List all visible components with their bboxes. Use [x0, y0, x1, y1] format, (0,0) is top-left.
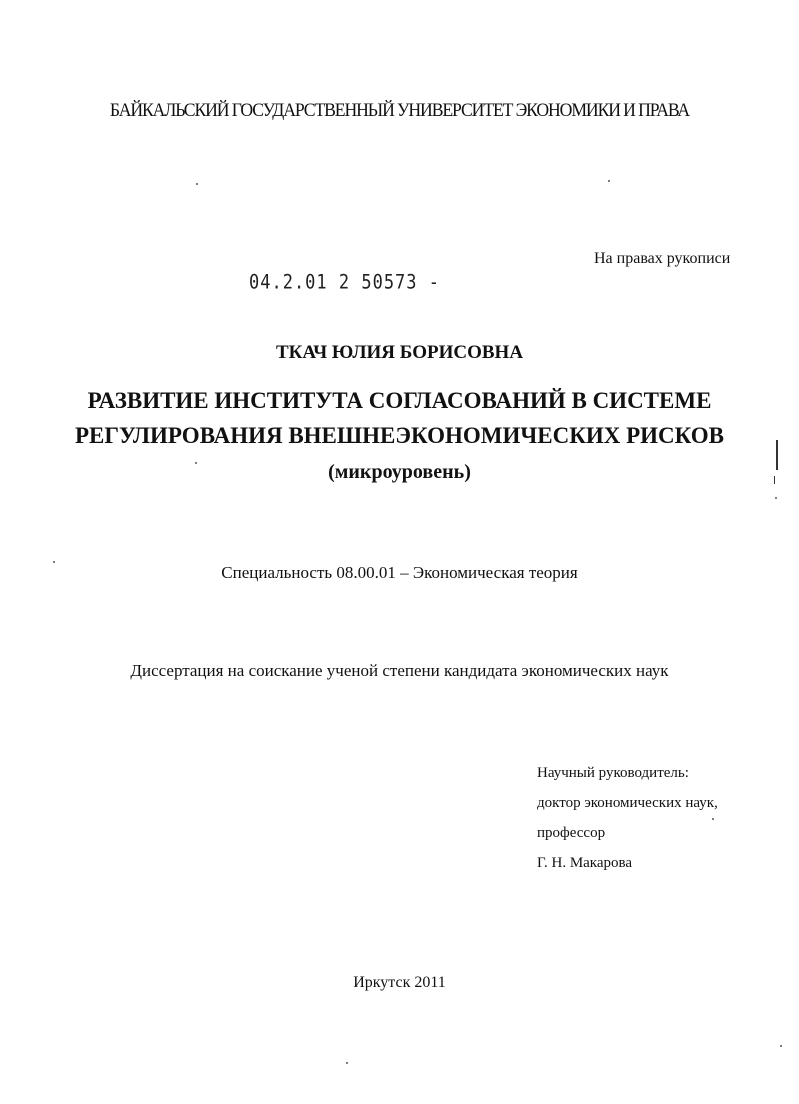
supervisor-degree: доктор экономических наук, — [537, 795, 718, 811]
scan-speck — [780, 1045, 782, 1047]
speciality-line: Специальность 08.00.01 – Экономическая теория — [221, 563, 578, 582]
scan-speck — [346, 1062, 348, 1064]
supervisor-block — [537, 758, 718, 878]
dissertation-subtitle: (микроуровень) — [328, 461, 471, 483]
scan-speck — [53, 561, 55, 563]
dissertation-title-line-1: РАЗВИТИЕ ИНСТИТУТА СОГЛАСОВАНИЙ В СИСТЕМЕ — [87, 388, 712, 413]
scan-speck — [196, 183, 198, 185]
scan-speck — [775, 497, 777, 499]
scan-speck — [712, 818, 714, 820]
supervisor-label: Научный руководитель: — [537, 765, 689, 781]
scan-speck — [608, 180, 610, 182]
dissertation-title-line-2: РЕГУЛИРОВАНИЯ ВНЕШНЕЭКОНОМИЧЕСКИХ РИСКОВ — [74, 423, 725, 448]
scan-edge-mark — [776, 440, 778, 470]
author-name: ТКАЧ ЮЛИЯ БОРИСОВНА — [275, 342, 524, 363]
scan-speck — [195, 462, 197, 464]
supervisor-name: Г. Н. Макарова — [537, 855, 633, 871]
university-name: БАЙКАЛЬСКИЙ ГОСУДАРСТВЕННЫЙ УНИВЕРСИТЕТ ЭКОНОМИКИ И ПРАВА — [109, 100, 690, 121]
city-year: Иркутск 2011 — [353, 974, 446, 991]
scan-edge-mark — [774, 476, 775, 484]
supervisor-rank: профессор — [537, 825, 606, 841]
library-stamp-number: 04.2.01 2 50573 - — [249, 271, 440, 294]
degree-statement: Диссертация на соискание ученой степени кандидата экономических наук — [130, 661, 669, 680]
rights-note: На правах рукописи — [594, 250, 731, 267]
